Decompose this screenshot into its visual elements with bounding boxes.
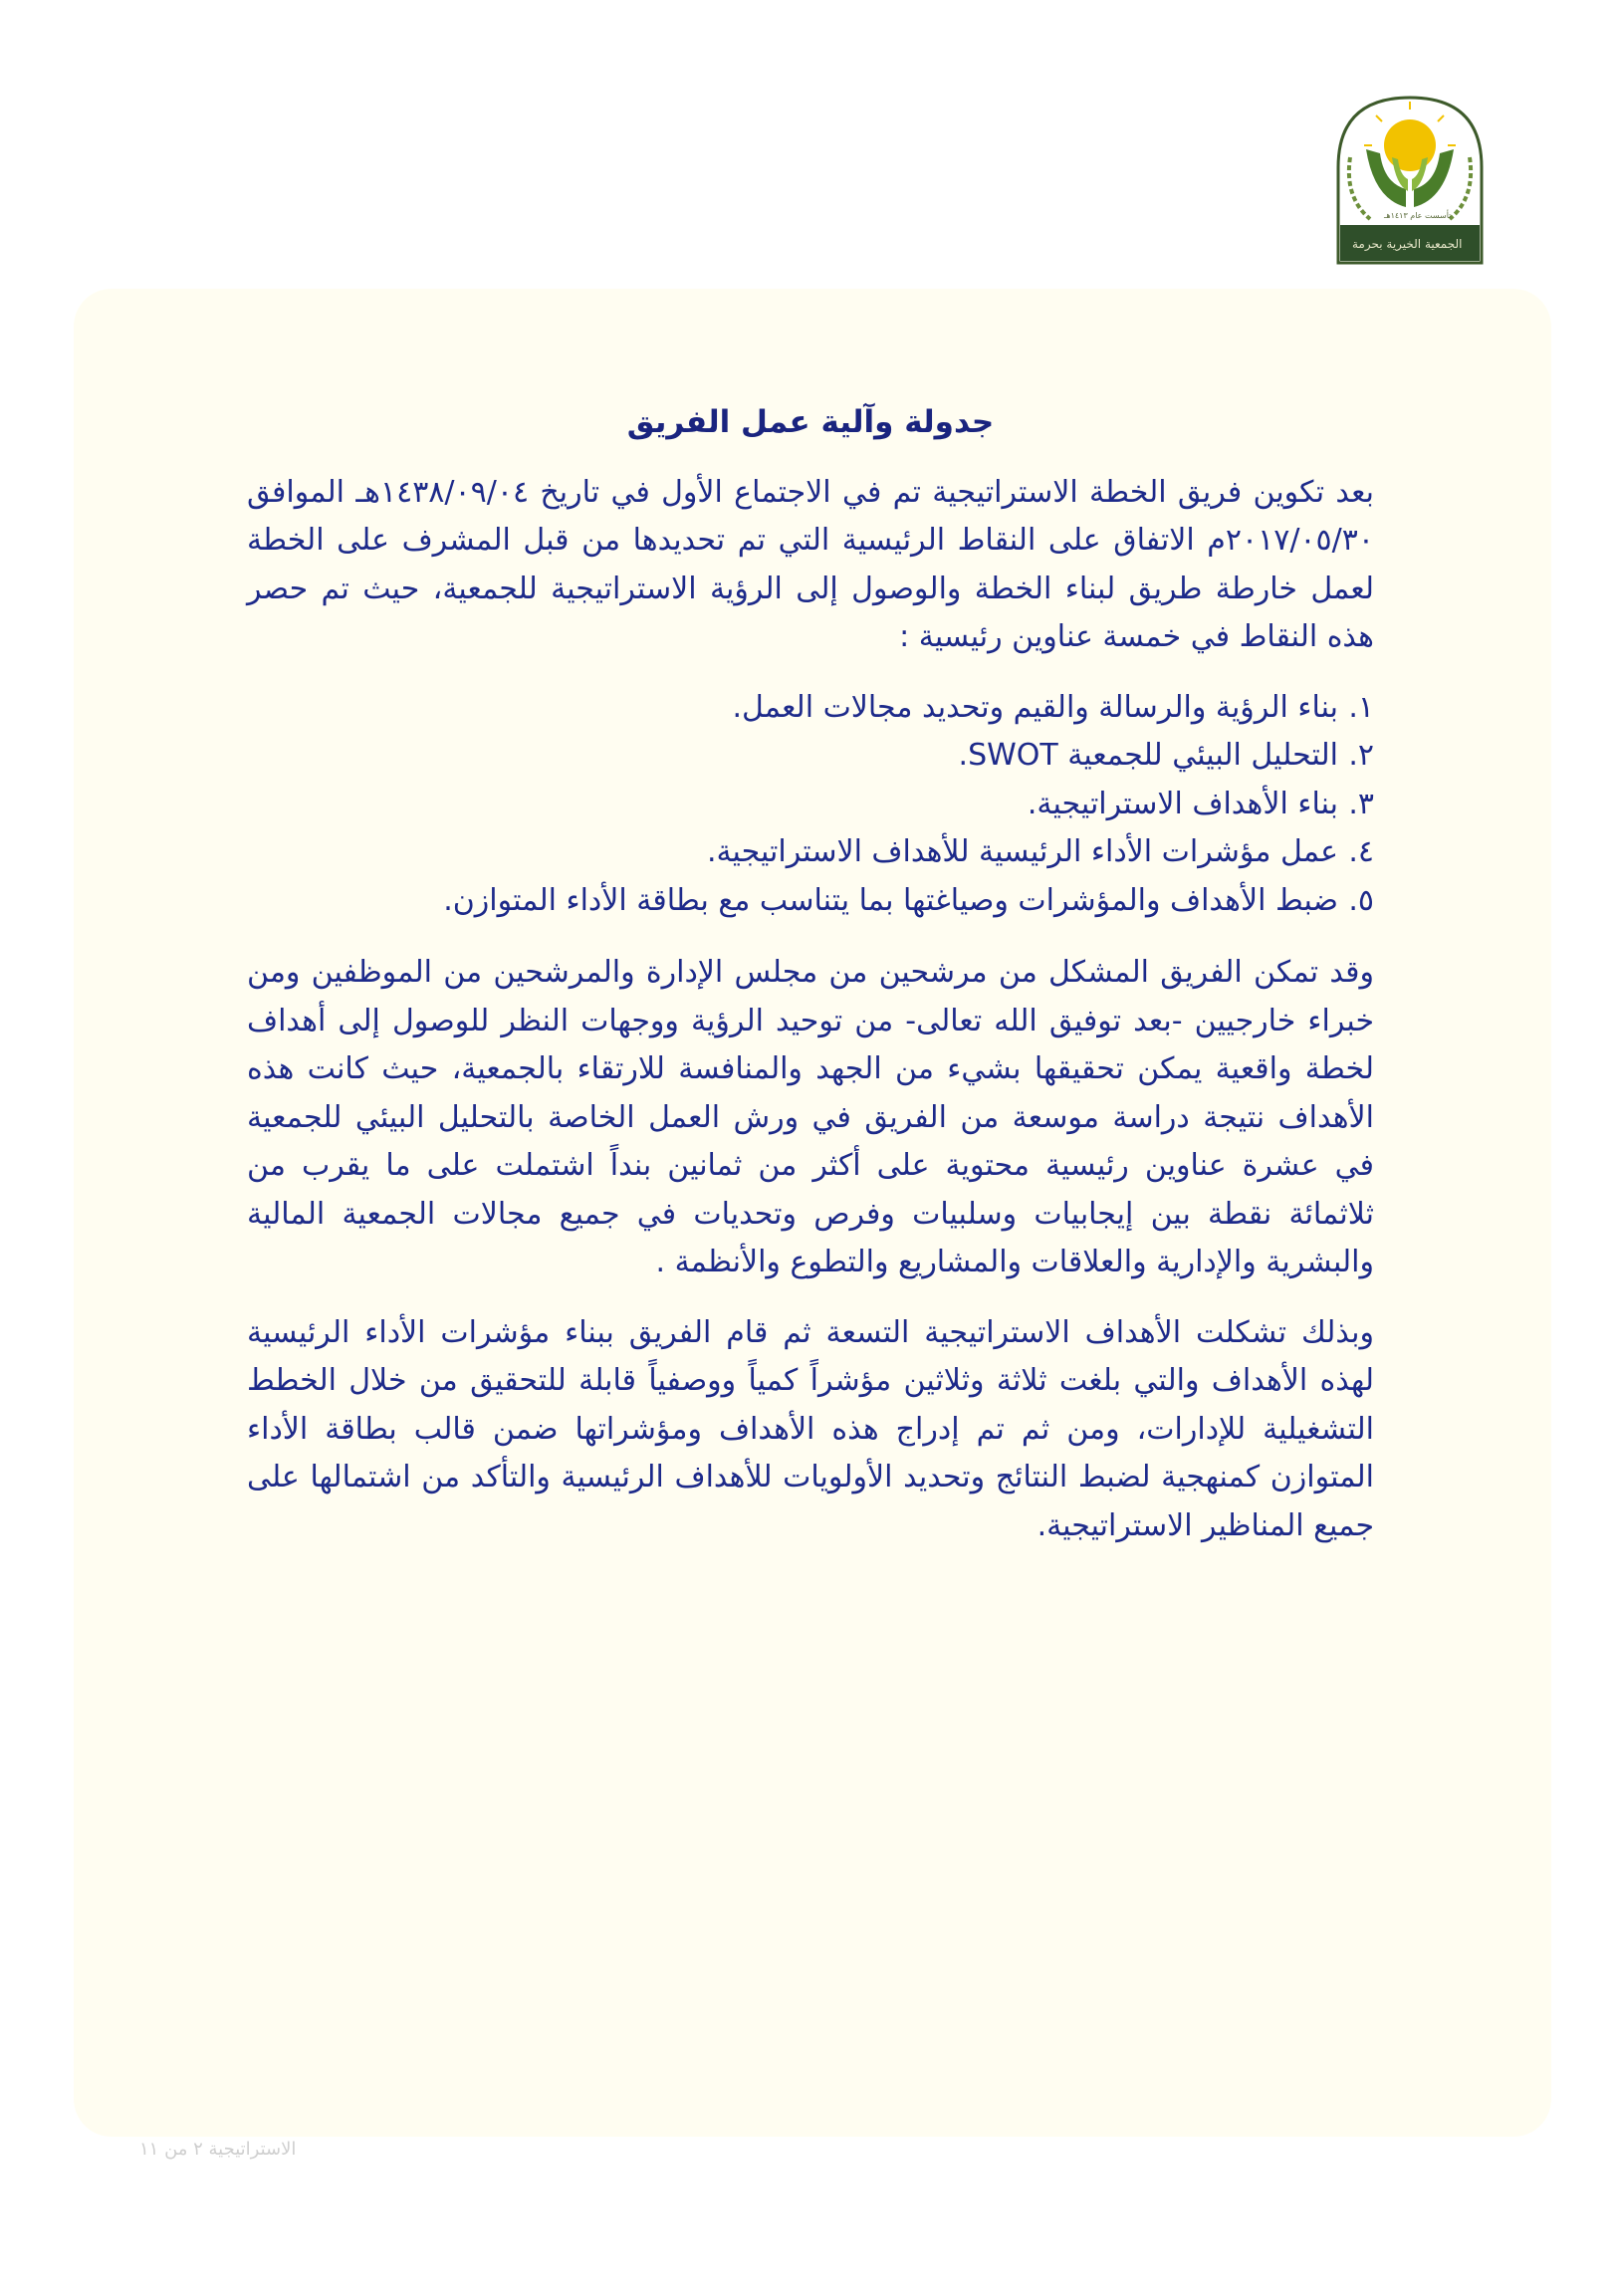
page-footer: الاستراتيجية ٢ من ١١ (139, 2139, 297, 2160)
list-item-number: ٣. (1348, 786, 1374, 821)
points-list (247, 684, 1374, 926)
list-item-text: التحليل البيئي للجمعية SWOT. (958, 738, 1338, 773)
list-item (247, 781, 1374, 829)
list-item-text: عمل مؤشرات الأداء الرئيسية للأهداف الاستراتيجية. (706, 834, 1338, 869)
list-item-number: ١. (1348, 689, 1374, 725)
intro-paragraph: بعد تكوين فريق الخطة الاستراتيجية تم في الاجتماع الأول في تاريخ ١٤٣٨/٠٩/٠٤هـ الموافق ٢٠١٧/٠٥/٣٠م الاتفاق على النقاط الرئيسية التي تم تحديدها من قبل المشرف على الخطة لعمل خارطة طريق لبناء الخطة والوصول إلى الرؤية الاستراتيجية للجمعية، حيث تم حصر هذه النقاط في خمسة عناوين رئيسية : (247, 474, 1374, 654)
list-item (247, 828, 1374, 877)
second-paragraph: وقد تمكن الفريق المشكل من مرشحين من مجلس الإدارة والمرشحين من الموظفين ومن خبراء خارجيين -بعد توفيق الله تعالى- من توحيد الرؤية ووجهات النظر للوصول إلى أهداف لخطة واقعية يمكن تحقيقها بشيء من الجهد والمنافسة للارتقاء بالجمعية، حيث كانت هذه الأهداف نتيجة دراسة موسعة من الفريق في ورش العمل الخاصة بالتحليل البيئي للجمعية في عشرة عناوين رئيسية محتوية على أكثر من ثمانين بنداً اشتملت على ما يقرب من ثلاثمائة نقطة بين إيجابيات وسلبيات وفرص وتحديات في جميع مجالات الجمعية المالية والبشرية والإدارية والعلاقات والمشاريع والتطوع والأنظمة . (247, 955, 1374, 1279)
list-item-number: ٤. (1348, 834, 1374, 869)
list-item-text: ضبط الأهداف والمؤشرات وصياغتها بما يتناسب مع بطاقة الأداء المتوازن. (443, 882, 1338, 918)
logo-top-text: تأسست عام ١٤١٣هـ (1384, 211, 1452, 220)
list-item (247, 877, 1374, 926)
third-paragraph: وبذلك تشكلت الأهداف الاستراتيجية التسعة ثم قام الفريق ببناء مؤشرات الأداء الرئيسية لهذه الأهداف والتي بلغت ثلاثة وثلاثين مؤشراً كمياً ووصفياً قابلة للتحقيق من خلال الخطط التشغيلية للإدارات، ومن ثم تم إدراج هذه الأهداف ومؤشراتها ضمن قالب بطاقة الأداء المتوازن كمنهجية لضبط النتائج وتحديد الأولويات للأهداف الرئيسية والتأكد من اشتمالها على جميع المناظير الاستراتيجية. (247, 1314, 1374, 1543)
list-item-number: ٢. (1348, 738, 1374, 773)
list-item (247, 732, 1374, 781)
list-item-text: بناء الرؤية والرسالة والقيم وتحديد مجالات العمل. (732, 689, 1338, 725)
list-item (247, 684, 1374, 733)
association-logo (1330, 88, 1490, 267)
document-body (247, 398, 1374, 1572)
list-item-text: بناء الأهداف الاستراتيجية. (1027, 786, 1338, 821)
section-title: جدولة وآلية عمل الفريق (626, 404, 995, 440)
list-item-number: ٥. (1348, 882, 1374, 918)
logo-bottom-text: الجمعية الخيرية بحرمة (1352, 237, 1463, 251)
